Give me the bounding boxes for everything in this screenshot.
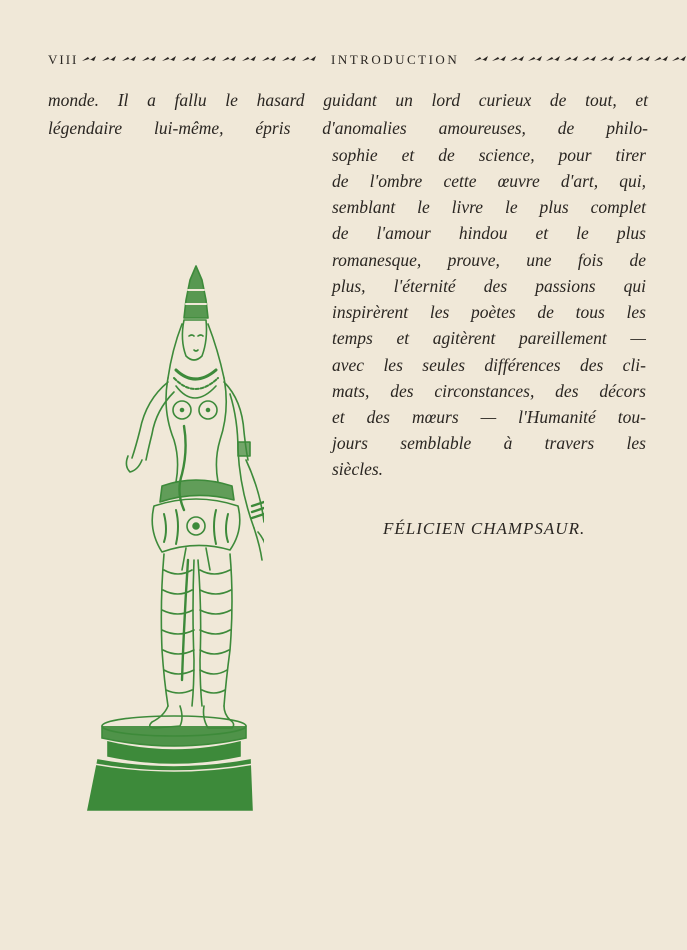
text-line: monde. Il a fallu le hasard guidant un lord curieux de tout, et xyxy=(48,90,648,110)
page-number: VIII xyxy=(48,52,79,67)
text-line: semblant le livre le plus complet xyxy=(332,197,646,217)
text-line: de l'ombre cette œuvre d'art, qui, xyxy=(332,171,646,191)
ornament-right-icon xyxy=(472,55,687,65)
text-line: avec les seules différences des cli- xyxy=(332,355,646,375)
text-line: temps et agitèrent pareillement — xyxy=(332,328,646,348)
text-line: de l'amour hindou et le plus xyxy=(332,223,646,243)
text-line: jours semblable à travers les xyxy=(332,433,646,453)
text-line: romanesque, prouve, une fois de xyxy=(332,250,646,270)
running-header xyxy=(48,52,644,70)
text-line: plus, l'éternité des passions qui xyxy=(332,276,646,296)
text-line: et des mœurs — l'Humanité tou- xyxy=(332,407,646,427)
ornament-left-icon xyxy=(80,55,316,65)
text-line: légendaire lui-même, épris d'anomalies amoureuses, de philo- xyxy=(48,118,648,138)
header-title: INTRODUCTION xyxy=(331,52,460,67)
statuette-illustration-icon xyxy=(84,260,264,816)
text-line: inspirèrent les poètes de tous les xyxy=(332,302,646,322)
text-line: mats, des circonstances, des décors xyxy=(332,381,646,401)
text-line: siècles. xyxy=(332,459,384,479)
text-line: sophie et de science, pour tirer xyxy=(332,145,646,165)
author-signature: FÉLICIEN CHAMPSAUR. xyxy=(383,519,586,538)
